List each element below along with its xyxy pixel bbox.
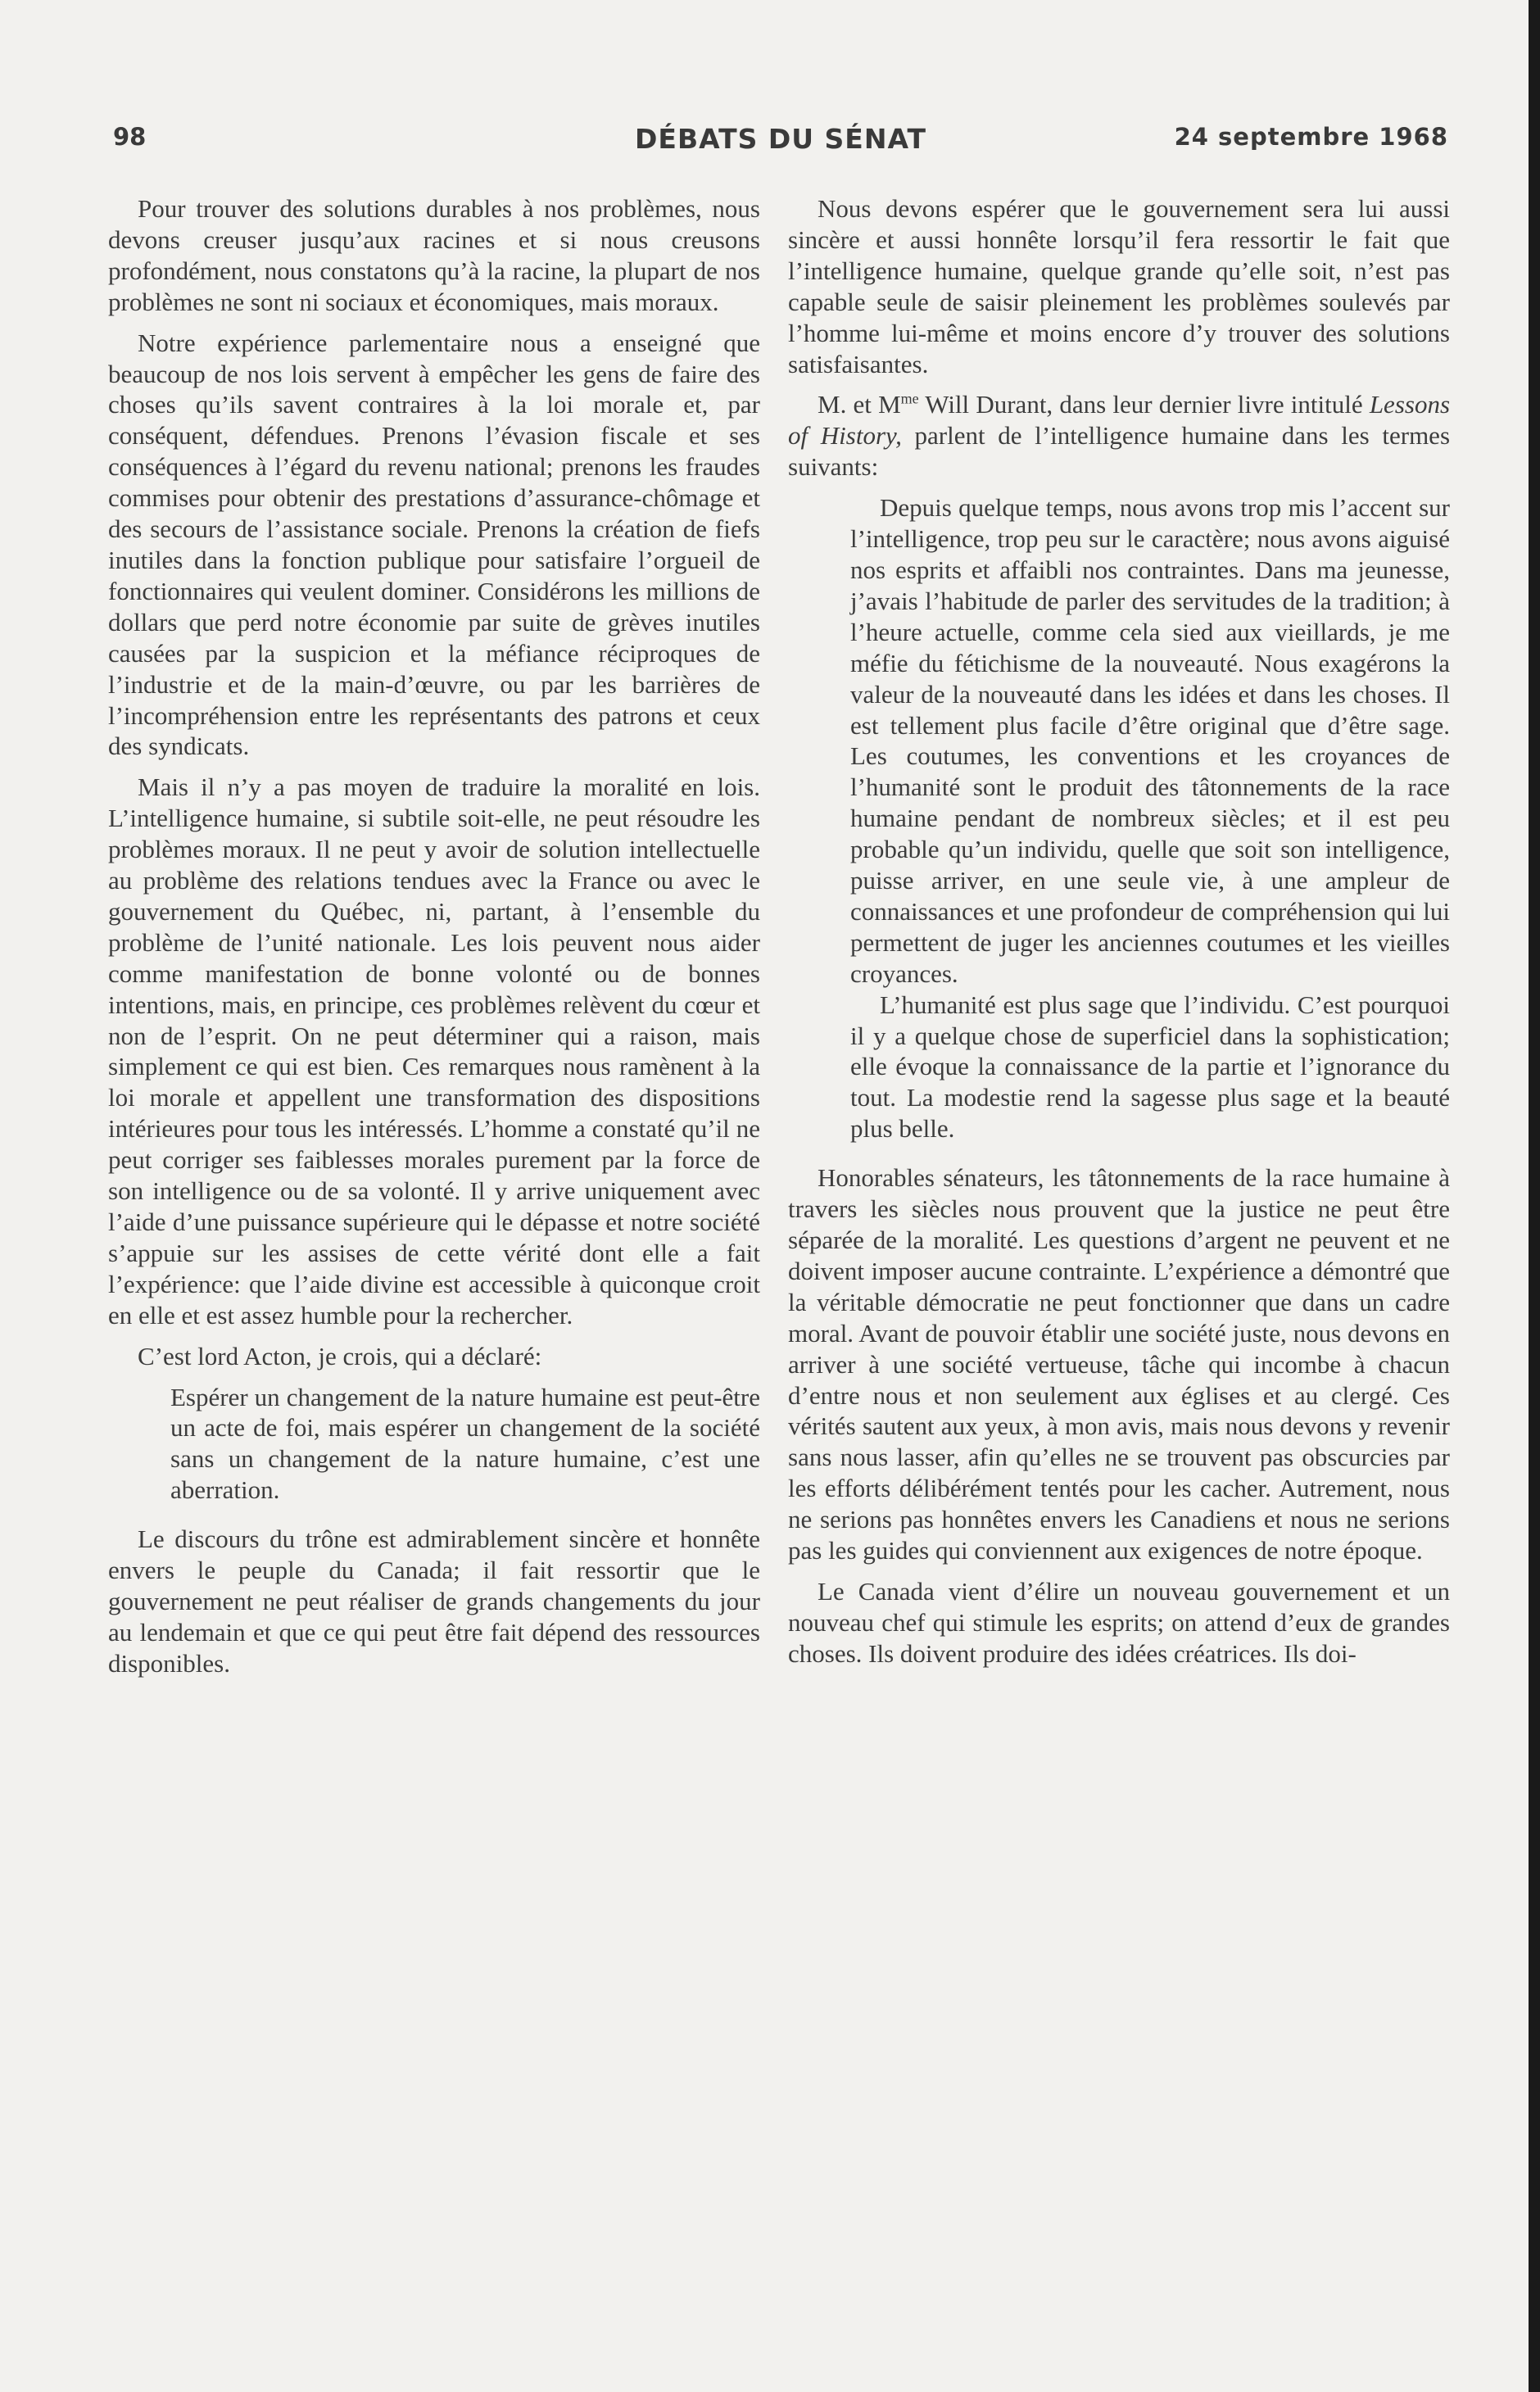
right-column bbox=[788, 193, 1450, 1669]
paragraph: Le discours du trône est admirablement sincère et honnête envers le peuple du Canada; il fait ressortir que le gouvernement ne peut réaliser de grands changements du jour au lendemain et que ce qui peut être fait dépend des ressources disponibles. bbox=[108, 1524, 760, 1678]
paragraph: Le Canada vient d’élire un nouveau gouvernement et un nouveau chef qui stimule les esprits; on attend d’eux de grandes choses. Ils doivent produire des idées créatrices. Ils doi- bbox=[788, 1576, 1450, 1668]
quote-paragraph: Depuis quelque temps, nous avons trop mis l’accent sur l’intelligence, trop peu sur le caractère; nous avons aiguisé nos esprits et affaibli nos contraintes. Dans ma jeunesse, j’avais l’habitude de parler des servitudes de la tradition; à l’heure actuelle, comme cela sied aux vieillards, je me méfie du fétichisme de la nouveauté. Nous exagérons la valeur de la nouveauté dans les idées et dans les choses. Il est tellement plus facile d’être original que d’être sage. Les coutumes, les conventions et les croyances de l’humanité sont le produit des tâtonnements de la race humaine pendant de nombreux siècles; et il est peu probable qu’un individu, quelle que soit son intelligence, puisse arriver, en une seule vie, à une ampleur de connaissances et une profondeur de compréhension qui lui permettent de juger les anciennes coutumes et les vieilles croyances. bbox=[850, 493, 1450, 988]
block-quote bbox=[170, 1382, 760, 1506]
paragraph: Honorables sénateurs, les tâtonnements de la race humaine à travers les siècles nous prouvent que la justice ne peut être séparée de la moralité. Les questions d’argent ne peuvent et ne doivent imposer aucune contrainte. L’expérience a démontré que la véritable démocratie ne peut fonctionner que dans un cadre moral. Avant de pouvoir établir une société juste, nous devons en arriver à une société vertueuse, tâche qui incombe à chacun d’entre nous et non seulement aux églises et au clergé. Ces vérités sautent aux yeux, à mon avis, mais nous devons y revenir sans nous lasser, afin qu’elles ne se trouvent pas obscurcies par les efforts délibérément tentés pour les cacher. Autrement, nous ne serions pas honnêtes envers les Canadiens et nous ne serions pas les guides qui conviennent aux exigences de notre époque. bbox=[788, 1163, 1450, 1565]
quote-paragraph: Espérer un changement de la nature humaine est peut-être un acte de foi, mais espérer un changement de la société sans un changement de la nature humaine, c’est une aberration. bbox=[170, 1382, 760, 1505]
page-edge bbox=[1529, 0, 1540, 2392]
book-title: Lessons of History, bbox=[788, 390, 1451, 451]
quote-paragraph: L’humanité est plus sage que l’individu. C’est pourquoi il y a quelque chose de superficiel dans la sophistication; elle évoque la connaissance de la partie et l’ignorance du tout. La modestie rend la sagesse plus sage et la beauté plus belle. bbox=[850, 990, 1450, 1144]
paragraph: Pour trouver des solutions durables à nos problèmes, nous devons creuser jusqu’aux racines et si nous creusons profondément, nous constatons qu’à la racine, la plupart de nos problèmes ne sont ni sociaux et économiques, mais moraux. bbox=[108, 194, 760, 316]
paragraph: Mais il n’y a pas moyen de traduire la moralité en lois. L’intelligence humaine, si subtile soit-elle, ne peut résoudre les problèmes moraux. Il ne peut y avoir de solution intellectuelle au problème des relations tendues avec la France ou avec le gouvernement du Québec, ni, partant, à l’ensemble du problème de l’unité nationale. Les lois peuvent nous aider comme manifestation de bonne volonté ou de bonnes intentions, mais, en principe, ces problèmes relèvent du cœur et non de l’esprit. On ne peut déterminer qui a raison, mais simplement ce qui est bien. Ces remarques nous ramènent à la loi morale et appellent une transformation des dispositions intérieures pour tous les intéressés. L’homme a constaté qu’il ne peut corriger ses faiblesses morales purement par la force de son intelligence ou de sa volonté. Il y arrive uniquement avec l’aide d’une puissance supérieure qui le dépasse et notre société s’appuie sur les assises de cette vérité dont elle a fait l’expérience: que l’aide divine est accessible à quiconque croit en elle et est assez humble pour la rechercher. bbox=[108, 772, 760, 1330]
running-title: DÉBATS DU SÉNAT bbox=[635, 123, 926, 155]
paragraph: Notre expérience parlementaire nous a enseigné que beaucoup de nos lois servent à empêcher les gens de faire des choses qu’ils savent contraires à la loi morale et, par conséquent, défendues. Prenons l’évasion fiscale et ses conséquences à l’égard du revenu national; prenons les fraudes commises pour obtenir des prestations d’assurance-chômage et des secours de l’assistance sociale. Prenons la création de fiefs inutiles dans la fonction publique pour satisfaire l’orgueil de fonctionnaires qui veulent dominer. Considérons les millions de dollars que perd notre économie par suite de grèves inutiles causées par la suspicion et la méfiance réciproques de l’industrie et de la main-d’œuvre, ou par les barrières de l’incompréhension entre les représentants des patrons et ceux des syndicats. bbox=[108, 328, 760, 761]
paragraph: C’est lord Acton, je crois, qui a déclaré: bbox=[138, 1341, 542, 1370]
superscript: me bbox=[900, 391, 919, 408]
page-header bbox=[113, 123, 1448, 164]
text-span: Will Durant, dans leur dernier livre intitulé bbox=[918, 390, 1370, 419]
page-date: 24 septembre 1968 bbox=[1174, 123, 1448, 151]
left-column bbox=[108, 193, 760, 1679]
text-span: parlent de l’intelligence humaine dans les termes suivants: bbox=[788, 421, 1451, 482]
text-span: M. et M bbox=[818, 390, 901, 419]
page-number: 98 bbox=[113, 123, 147, 151]
paragraph: Nous devons espérer que le gouvernement sera lui aussi sincère et aussi honnête lorsqu’il fera ressortir le fait que l’intelligence humaine, quelque grande qu’elle soit, n’est pas capable seule de saisir pleinement les problèmes soulevés par l’homme lui-même et moins encore d’y trouver des solutions satisfaisantes. bbox=[788, 194, 1450, 378]
block-quote bbox=[850, 492, 1450, 1144]
paragraph bbox=[788, 389, 1450, 482]
